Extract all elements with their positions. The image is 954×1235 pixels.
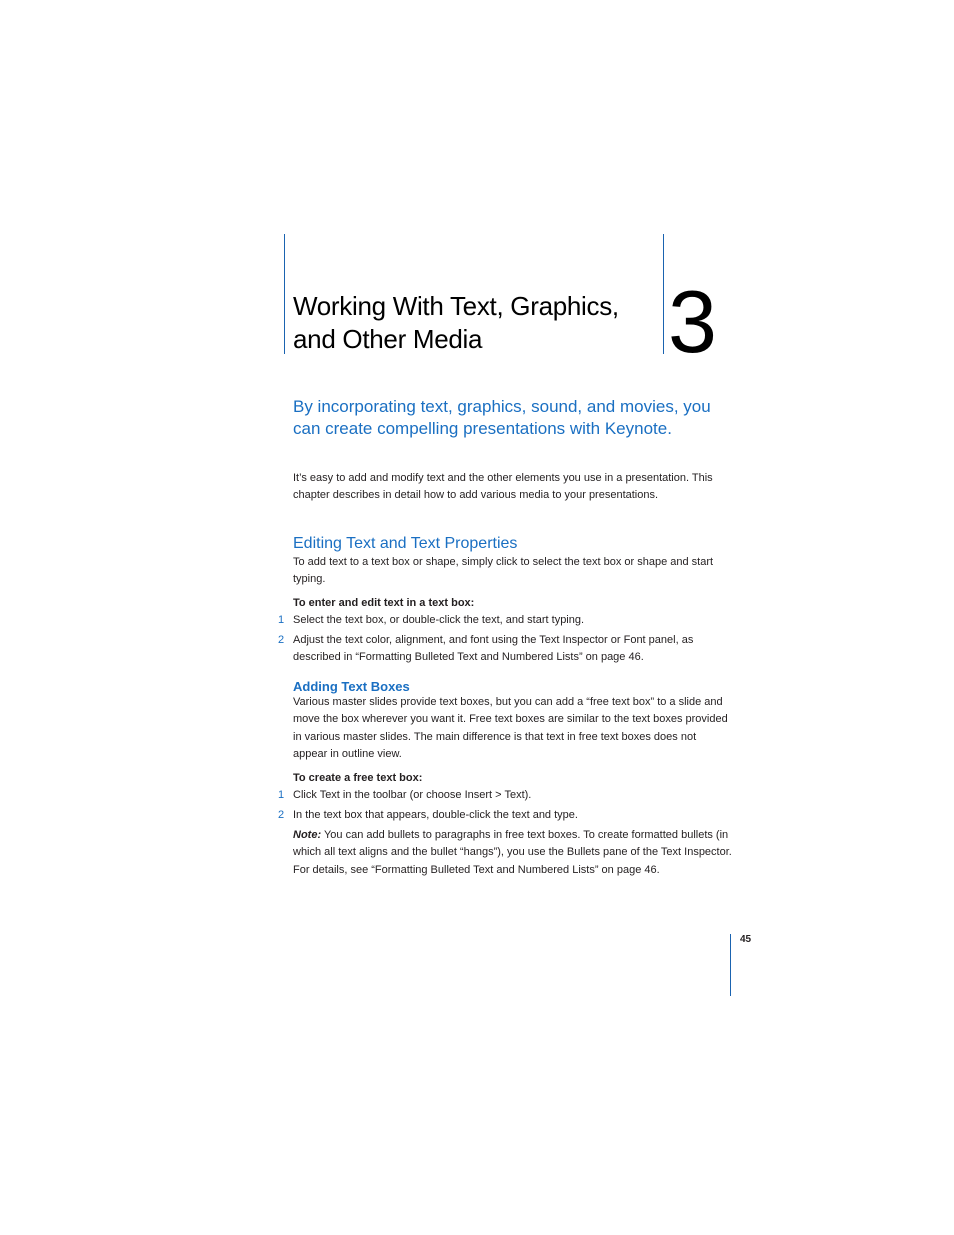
step-number: 1 (278, 789, 285, 801)
step-text: Select the text box, or double-click the text, and start typing. (293, 614, 585, 626)
task-heading-free-text-box: To create a free text box: (293, 772, 423, 784)
step-number: 2 (278, 634, 285, 646)
note-paragraph (293, 827, 733, 879)
left-title-rule (284, 234, 285, 354)
task-heading-enter-edit: To enter and edit text in a text box: (293, 597, 475, 609)
intro-body: It’s easy to add and modify text and the other elements you use in a presentation. This chapter describes in detail how to add various media to your presentations. (293, 472, 713, 502)
step-number: 2 (278, 809, 285, 821)
page-number-rule (730, 934, 731, 996)
note-text: You can add bullets to paragraphs in free text boxes. To create formatted bullets (in which all text aligns and the bullet “hangs”), you use the Bullets pane of the Text Inspector. For details, see “Formatting Bulleted Text and Numbered Lists” on page 46. (293, 829, 732, 876)
page-number: 45 (740, 934, 752, 945)
right-title-rule (663, 234, 664, 354)
step-number: 1 (278, 614, 285, 626)
chapter-title (293, 290, 663, 356)
chapter-title-line2: and Other Media (293, 324, 483, 354)
section-heading-editing-text: Editing Text and Text Properties (293, 535, 518, 552)
chapter-title-line1: Working With Text, Graphics, (293, 291, 619, 321)
chapter-number: 3 (668, 272, 717, 371)
chapter-intro: By incorporating text, graphics, sound, and movies, you can create compelling presentations with Keynote. (293, 397, 711, 438)
step-text: Click Text in the toolbar (or choose Insert > Text). (293, 789, 532, 801)
step-text: Adjust the text color, alignment, and font using the Text Inspector or Font panel, as described in “Formatting Bulleted Text and Numbered Lists” on page 46. (293, 634, 694, 664)
note-label: Note: (293, 829, 322, 841)
section1-body: To add text to a text box or shape, simply click to select the text box or shape and start typing. (293, 556, 714, 586)
subsection-heading-adding-text-boxes: Adding Text Boxes (293, 679, 410, 694)
section2-body: Various master slides provide text boxes, but you can add a “free text box” to a slide and move the box wherever you want it. Free text boxes are similar to the text boxes provided in various master slides. The main difference is that text in free text boxes does not appear in outline view. (293, 696, 728, 760)
step-text: In the text box that appears, double-click the text and type. (293, 809, 578, 821)
